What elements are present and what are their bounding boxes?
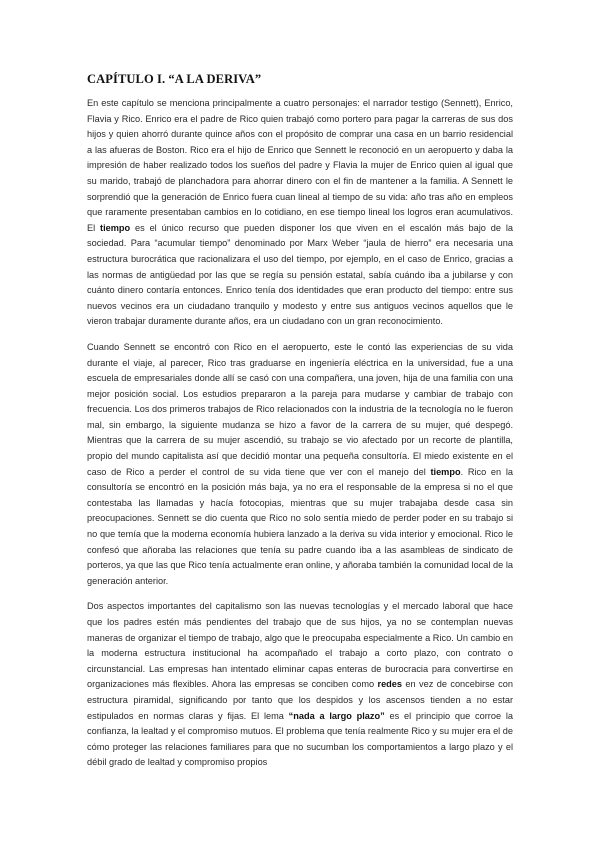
- paragraph-text: Cuando Sennett se encontró con Rico en el aeropuerto, este le contó las experiencias de su vida durante el viaje, al parecer, Rico tras graduarse en ingeniería eléctrica en la universidad, fue a una escuela de empresariales donde allí se casó con una compañera, una joven, hija de una familia con una mejor posición social. Los estudios prepararon a la pareja para mudarse y cambiar de trabajo con frecuencia. Los dos primeros trabajos de Rico relacionados con la industria de la tecnología no le fueron mal, sin embargo, la siguiente mudanza se hizo a favor de la carrera de su mujer, qué despegó. Mientras que la carrera de su mujer ascendió, su trabajo se vio afectado por un recorte de plantilla, propio del mundo capitalista así que decidió montar una pequeña consultoría. El miedo existente en el caso de Rico a perder el control de su vida tiene que ver con el manejo del: [87, 341, 513, 477]
- paragraph-text: . Rico en la consultoría se encontró en la posición más baja, ya no era el responsable de la empresa si no el que contestaba las llamadas y hacía fotocopias, mientras que su mujer trabajaba desde casa sin preocupaciones. Sennett se dio cuenta que Rico no solo sentía miedo de perder poder en su trabajo si no que temía que la moderna economía hubiera lanzado a la deriva su vida interior y emocional. Rico le confesó que añoraba las relaciones que tenía su padre cuando iba a las asambleas de sindicato de porteros, ya que las que Rico tenía actualmente eran online, y añoraba también la comunidad local de la generación anterior.: [87, 466, 513, 586]
- chapter-title: CAPÍTULO I. “A LA DERIVA”: [87, 72, 262, 86]
- paragraph-text: Dos aspectos importantes del capitalismo son las nuevas tecnologías y el mercado laboral que hace que los padres estén más pendientes del trabajo que de sus hijos, ya no se contemplan nuevas maneras de organizar el tiempo de trabajo, algo que le preocupaba especialmente a Rico. Un cambio en la moderna estructura institucional ha acompañado el trabajo a corto plazo, con contrato o circunstancial. Las empresas han intentado eliminar capas enteras de burocracia para convertirse en organizaciones más flexibles. Ahora las empresas se conciben como: [87, 601, 513, 690]
- emphasized-term: tiempo: [100, 222, 131, 233]
- paragraph: [87, 599, 513, 771]
- emphasized-term: tiempo: [430, 466, 461, 477]
- paragraph-text: En este capítulo se menciona principalmente a cuatro personajes: el narrador testigo (Sennett), Enrico, Flavia y Rico. Enrico era el padre de Rico quien trabajó como portero para pagar la carreras de sus dos hijos y quien ahorró durante quince años con el propósito de comprar una casa en un barrio residencial a las afueras de Boston. Rico era el hijo de Enrico que Sennett le reconoció en un aeropuerto y daba la impresión de haber realizado todos los sueños del padre y Flavia la mujer de Enrico quien al igual que su marido, trabajó de planchadora para ahorrar dinero con el fin de mantener a la familia. A Sennett le sorprendió que la generación de Enrico fuera cuan lineal al tiempo de su vida: año tras año en empleos que raramente presentaban cambios en lo cotidiano, en ese tiempo lineal los logros eran acumulativos. El: [87, 98, 513, 233]
- emphasized-term: redes: [377, 679, 403, 690]
- paragraph-text: es el principio que corroe la confianza, la lealtad y el compromiso mutuos. El problema que tenía realmente Rico y su mujer era el de cómo proteger las relaciones familiares para que no sucumban los comportamientos a largo plazo y el débil grado de lealtad y compromiso propios: [87, 710, 513, 768]
- emphasized-term: “nada a largo plazo”: [288, 710, 385, 721]
- paragraph-text: en vez de concebirse con estructura piramidal, significando por tanto que los despidos y los ascensos tienden a no estar estipulados en normas claras y fijas. El lema: [87, 679, 513, 721]
- chapter-body: [87, 96, 513, 781]
- paragraph: [87, 340, 513, 590]
- paragraph: [87, 96, 513, 330]
- paragraph-text: es el único recurso que pueden disponer los que viven en el escalón más bajo de la sociedad. Para “acumular tiempo” denominado por Marx Weber “jaula de hierro” era necesaria una estructura burocrática que racionalizara el uso del tiempo, por ejemplo, en el caso de Enrico, gracias a las normas de antigüedad por las que se regía su pensión estatal, sabía cuándo iba a jubilarse y con cuánto dinero contaría entonces. Enrico tenía dos identidades que eran producto del tiempo: entre sus nuevos vecinos era un ciudadano tranquilo y modesto y entre sus antiguos vecinos aquellos que le vieron trabajar duramente durante años, era un ciudadano con un gran reconocimiento.: [87, 222, 513, 327]
